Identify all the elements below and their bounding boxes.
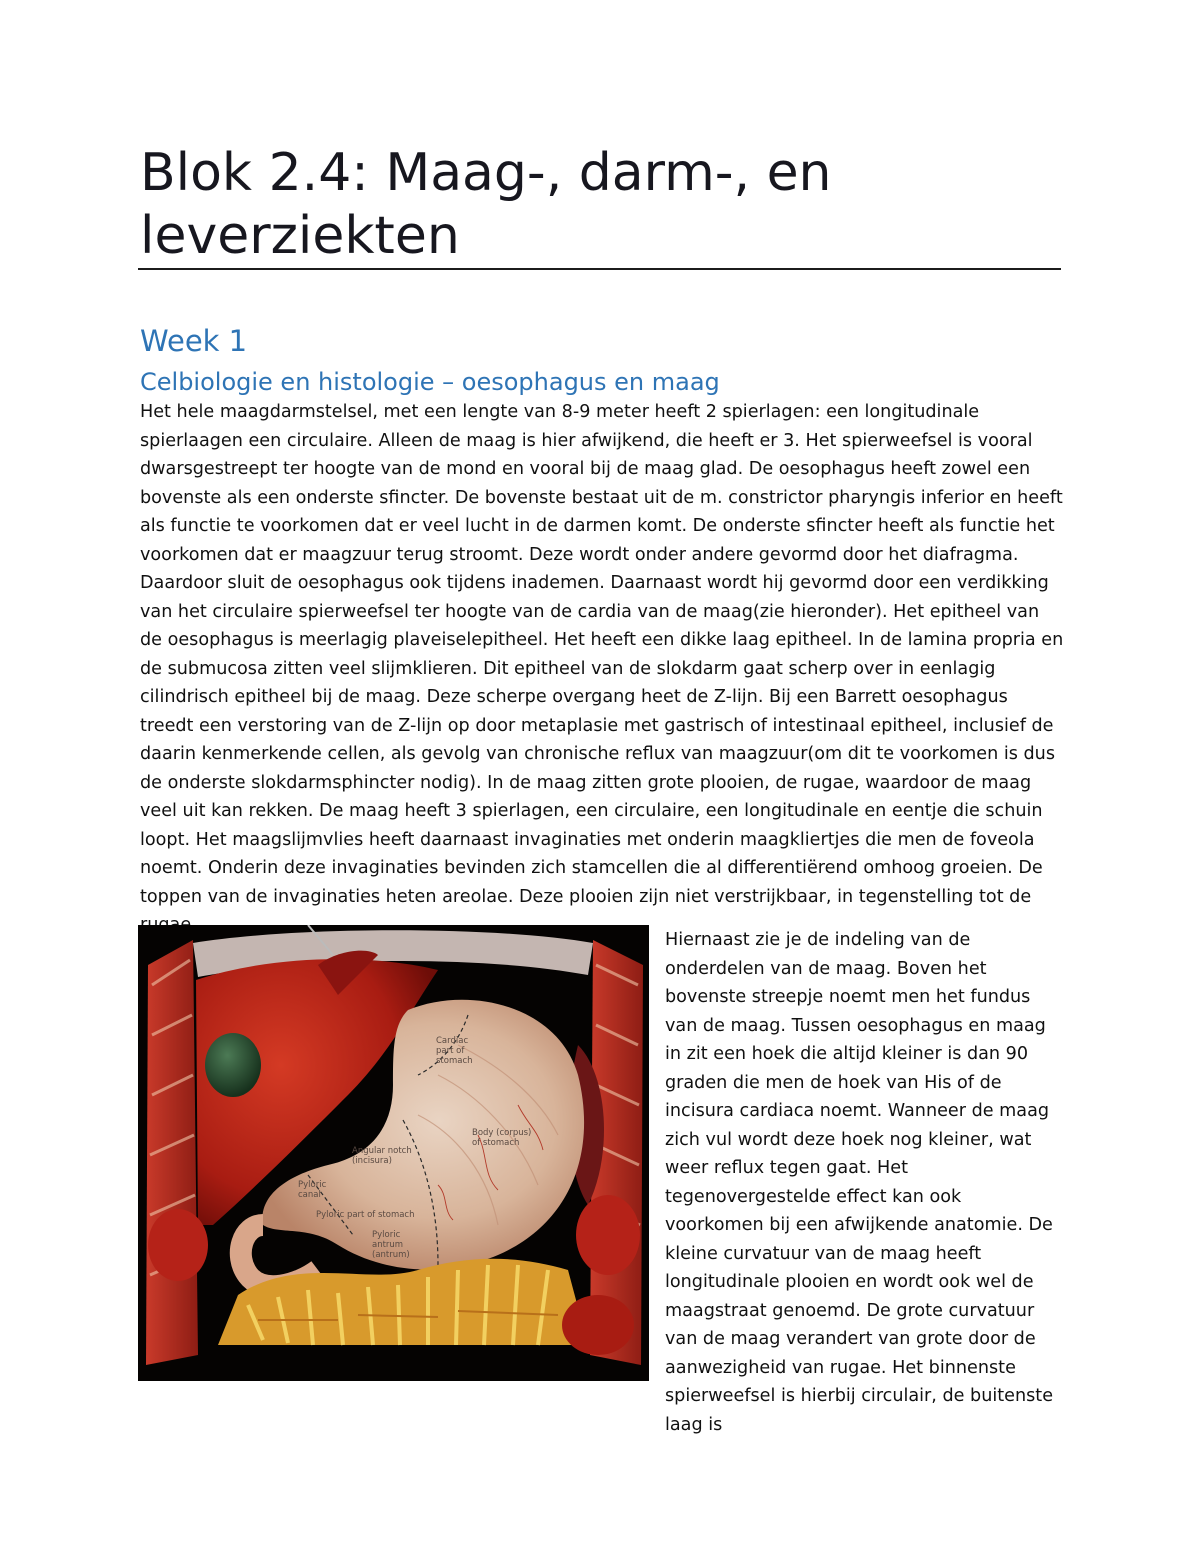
label-angular-2: (incisura) — [352, 1156, 392, 1166]
label-body-1: Body (corpus) — [472, 1128, 532, 1138]
heading-section: Celbiologie en histologie – oesophagus en maag — [140, 368, 720, 396]
stomach-anatomy-illustration — [138, 925, 649, 1381]
label-antrum-3: (antrum) — [372, 1250, 410, 1260]
side-paragraph: Hiernaast zie je de indeling van de onderdelen van de maag. Boven het bovenste streepje noemt men het fundus van de maag. Tussen oesophagus en maag in zit een hoek die altijd kleiner is dan 90 graden die men de hoek van His of de incisura cardiaca noemt. Wanneer de maag zich vul wordt deze hoek nog kleiner, wat weer reflux tegen gaat. Het tegenovergestelde effect kan ook voorkomen bij een afwijkende anatomie. De kleine curvatuur van de maag heeft longitudinale plooien en wordt ook wel de maagstraat genoemd. De grote curvatuur van de maag verandert van grote door de aanwezigheid van rugae. Het binnenste spierweefsel is hierbij circulair, de buitenste laag is — [665, 930, 1054, 1435]
label-angular-1: Angular notch — [352, 1146, 412, 1156]
label-cardiac-2: part of — [436, 1046, 465, 1056]
label-antrum-1: Pyloric — [372, 1230, 401, 1240]
heading-week: Week 1 — [140, 324, 248, 358]
body-paragraph: Het hele maagdarmstelsel, met een lengte van 8-9 meter heeft 2 spierlagen: een longitudinale spierlaagen een circulaire. Alleen de maag is hier afwijkend, die heeft er 3. Het spierweefsel is vooral dwarsgestreept ter hoogte van de mond en vooral bij de maag glad. De oesophagus heeft zowel een bovenste als een onderste sfincter. De bovenste bestaat uit de m. constrictor pharyngis inferior en heeft als functie te voorkomen dat er veel lucht in de darmen komt. De onderste sfincter heeft als functie het voorkomen dat er maagzuur terug stroomt. Deze wordt onder andere gevormd door het diafragma. Daardoor sluit de oesophagus ook tijdens inademen. Daarnaast wordt hij gevormd door een verdikking van het circulaire spierweefsel ter hoogte van de cardia van de maag(zie hieronder). Het epitheel van de oesophagus is meerlagig plaveiselepitheel. Het heeft een dikke laag epitheel. In de lamina propria en de submucosa zitten veel slijmklieren. Dit epitheel van de slokdarm gaat scherp over in eenlagig cilindrisch epitheel bij de maag. Deze scherpe overgang heet de Z-lijn. Bij een Barrett oesophagus treedt een verstoring van de Z-lijn op door metaplasie met gastrisch of intestinaal epitheel, inclusief de daarin kenmerkende cellen, als gevolg van chronische reflux van maagzuur(om dit te voorkomen is dus de onderste slokdarmsphincter nodig). In de maag zitten grote plooien, de rugae, waardoor de maag veel uit kan rekken. De maag heeft 3 spierlagen, een circulaire, een longitudinale en eentje die schuin loopt. Het maagslijmvlies heeft daarnaast invaginaties met onderin maagkliertjes die men de foveola noemt. Onderin deze invaginaties bevinden zich stamcellen die al differentiërend omhoog groeien. De toppen van de invaginaties heten areolae. Deze plooien zijn niet verstrijkbaar, in tegenstelling tot de — [140, 402, 1064, 907]
label-body-2: of stomach — [472, 1138, 520, 1148]
label-antrum-2: antrum — [372, 1240, 404, 1250]
label-pyloric-part: Pyloric part of stomach — [316, 1210, 415, 1220]
label-pyloric-canal-1: Pyloric — [298, 1180, 327, 1190]
stomach-anatomy-svg — [138, 925, 649, 1381]
document-title: Blok 2.4: Maag-, darm-, en leverziekten — [140, 143, 832, 266]
label-cardiac-1: Cardiac — [436, 1036, 469, 1046]
label-cardiac-3: stomach — [436, 1056, 473, 1066]
label-pyloric-canal-2: canal — [298, 1190, 321, 1200]
title-underline — [138, 268, 1061, 270]
